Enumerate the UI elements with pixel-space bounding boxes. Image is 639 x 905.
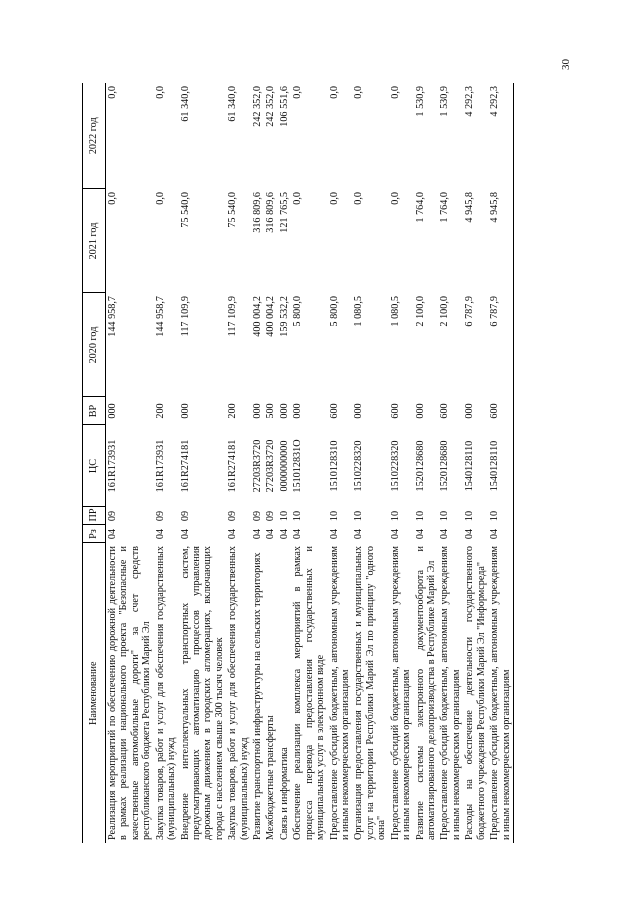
cell-rz: 04	[414, 528, 426, 540]
cell-rz: 04	[292, 528, 304, 540]
cell-y2021: 0,0	[107, 192, 118, 205]
cell-y2020: 400 004,2	[265, 296, 277, 337]
cell-cs: 151012831О	[292, 439, 304, 493]
cell-y2020: 1 080,5	[353, 296, 365, 327]
cell-y2022: 1 530,9	[439, 86, 451, 117]
cell-pr: 10	[464, 510, 476, 522]
cell-cs: 1510128310	[328, 440, 340, 492]
cell-y2020: 6 787,9	[464, 296, 476, 327]
table-row	[106, 83, 154, 843]
cell-name: Предоставление субсидий бюджетным, автономным учреждениям и иным некоммерческим организациям	[488, 543, 513, 843]
cell-name: Организация предоставления государственных и муниципальных услуг на территории Республики Марий Эл по принципу "одного окна"	[353, 546, 388, 840]
table-row	[154, 83, 179, 843]
cell-name: Внедрение интеллектуальных транспортных систем, предусматривающих автоматизацию процессов управления дорожным движением в городских агломерациях, включающих города с населением свыше 300 тысяч человек	[179, 546, 225, 840]
cell-y2022: 4 292,3	[464, 86, 476, 117]
table-body	[106, 83, 514, 843]
cell-y2020: 117 109,9	[179, 296, 191, 337]
cell-name: Обеспечение реализации комплекса мероприятий в рамках процесса перевода предоставления государственных и муниципальных услуг в электронном виде	[292, 546, 327, 840]
cell-cs: 1520128680	[414, 440, 426, 492]
cell-y2021: 121 765,5	[278, 192, 290, 233]
header-2021: 2021 год	[83, 189, 106, 293]
cell-rz: 04	[353, 528, 365, 540]
cell-y2022: 0,0	[107, 86, 118, 99]
cell-rz: 04	[439, 528, 451, 540]
cell-y2021: 0,0	[353, 192, 365, 205]
cell-name: Реализация мероприятий по обеспечению дорожной деятельности в рамках реализации национального проекта "Безопасные и качественные автомобильные дороги" за счет средств республиканского бюджета Республики Марий Эл	[107, 546, 153, 840]
cell-y2021: 316 809,6	[265, 192, 277, 233]
cell-y2022: 0,0	[154, 86, 166, 99]
cell-name: Предоставление субсидий бюджетным, автономным учреждениям и иным некоммерческим организациям	[328, 546, 352, 840]
page-number: 30	[560, 59, 572, 70]
table-row	[438, 83, 463, 843]
cell-vr: 000	[414, 403, 426, 419]
cell-pr: 09	[154, 510, 166, 522]
header-2020: 2020 год	[83, 293, 106, 397]
cell-rz: 04	[328, 528, 340, 540]
cell-name: Закупка товаров, работ и услуг для обеспечения государственных (муниципальных) нужд	[227, 546, 250, 840]
cell-pr: 10	[353, 510, 365, 522]
cell-y2020: 5 800,0	[292, 296, 304, 327]
cell-cs: 1510228320	[353, 440, 365, 492]
cell-y2022: 61 340,0	[179, 86, 191, 122]
cell-y2022: 0,0	[389, 86, 401, 99]
cell-rz: 04	[488, 525, 513, 543]
cell-rz: 04	[278, 528, 290, 540]
cell-vr: 000	[252, 403, 264, 419]
cell-y2020: 400 004,2	[252, 296, 264, 337]
cell-vr: 000	[464, 403, 476, 419]
cell-y2022: 0,0	[353, 86, 365, 99]
cell-pr: 10	[414, 510, 426, 522]
cell-y2021: 4 945,8	[488, 189, 513, 293]
cell-name: Предоставление субсидий бюджетным, автономным учреждениям и иным некоммерческим организациям	[439, 546, 462, 840]
cell-y2020: 5 800,0	[328, 296, 340, 327]
table-row	[352, 83, 388, 843]
cell-y2021: 0,0	[292, 192, 304, 205]
cell-rz: 04	[154, 528, 166, 540]
cell-y2021: 75 540,0	[227, 192, 239, 228]
cell-cs: 161R173931	[107, 439, 118, 493]
cell-vr: 500	[265, 403, 277, 419]
header-rz: Рз	[83, 525, 106, 543]
cell-name: Предоставление субсидий бюджетным, автономным учреждениям и иным некоммерческим организациям	[389, 546, 413, 840]
cell-y2021: 316 809,6	[252, 192, 264, 233]
cell-name: Развитие транспортной инфраструктуры на сельских территориях	[252, 552, 264, 840]
cell-vr: 600	[328, 403, 340, 419]
cell-rz: 04	[227, 528, 239, 540]
cell-vr: 000	[107, 403, 118, 419]
cell-y2022: 0,0	[328, 86, 340, 99]
header-name: Наименование	[83, 543, 106, 843]
cell-y2021: 1 764,0	[414, 192, 426, 223]
budget-table-rotated	[82, 83, 552, 843]
cell-y2020: 1 080,5	[389, 296, 401, 327]
cell-y2021: 0,0	[389, 192, 401, 205]
cell-name: Закупка товаров, работ и услуг для обеспечения государственных (муниципальных) нужд	[154, 546, 178, 840]
cell-y2020: 2 100,0	[414, 296, 426, 327]
cell-pr: 10	[292, 510, 304, 522]
cell-cs: 1510228320	[389, 440, 401, 492]
table-row	[328, 83, 353, 843]
cell-name: Расходы на обеспечение деятельности государственного бюджетного учреждения Республики Марий Эл "Информсреда"	[464, 546, 487, 840]
cell-vr: 200	[154, 403, 166, 419]
cell-vr: 200	[227, 403, 239, 419]
cell-vr: 000	[278, 403, 290, 419]
cell-pr: 10	[439, 510, 451, 522]
cell-y2020: 117 109,9	[227, 296, 239, 337]
table-row	[251, 83, 264, 843]
cell-name: Развитие системы электронного документооборота и автоматизированного делопроизводства в Республике Марий Эл	[414, 546, 437, 840]
table-header-row	[83, 83, 106, 843]
cell-y2022: 4 292,3	[488, 83, 513, 189]
cell-y2021: 1 764,0	[439, 192, 451, 223]
cell-y2021: 4 945,8	[464, 192, 476, 223]
cell-vr: 600	[488, 397, 513, 425]
table-row	[488, 83, 513, 843]
cell-cs: 1520128680	[439, 440, 451, 492]
cell-pr: 10	[278, 510, 290, 522]
cell-y2021: 0,0	[328, 192, 340, 205]
cell-y2021: 75 540,0	[179, 192, 191, 228]
cell-pr: 09	[265, 510, 277, 522]
table-row	[264, 83, 277, 843]
cell-pr: 09	[252, 510, 264, 522]
cell-cs: 161R274181	[179, 439, 191, 493]
cell-pr: 09	[179, 510, 191, 522]
table-row	[463, 83, 488, 843]
cell-y2022: 1 530,9	[414, 86, 426, 117]
cell-rz: 04	[252, 528, 264, 540]
cell-pr: 09	[227, 510, 239, 522]
cell-cs: 161R173931	[154, 439, 166, 493]
cell-y2022: 106 551,6	[278, 86, 290, 127]
cell-vr: 000	[179, 403, 191, 419]
cell-vr: 600	[389, 403, 401, 419]
cell-y2020: 144 958,7	[154, 296, 166, 337]
cell-rz: 04	[107, 528, 118, 540]
cell-rz: 04	[265, 528, 277, 540]
cell-cs: 27203R3720	[252, 439, 264, 493]
cell-rz: 04	[179, 528, 191, 540]
cell-cs: 27203R3720	[265, 439, 277, 493]
cell-rz: 04	[464, 528, 476, 540]
cell-vr: 600	[439, 403, 451, 419]
cell-pr: 10	[328, 510, 340, 522]
cell-vr: 000	[353, 403, 365, 419]
table-row	[179, 83, 227, 843]
cell-y2020: 144 958,7	[107, 296, 118, 337]
cell-cs: 1540128110	[488, 425, 513, 507]
header-cs: ЦС	[83, 425, 106, 507]
cell-y2020: 159 532,2	[278, 296, 290, 337]
header-vr: ВР	[83, 397, 106, 425]
table-row	[226, 83, 251, 843]
cell-pr: 10	[389, 510, 401, 522]
header-pr: ПР	[83, 507, 106, 525]
cell-cs: 1540128110	[464, 440, 476, 492]
cell-cs: 0000000000	[278, 440, 290, 492]
cell-y2022: 242 352,0	[265, 86, 277, 127]
cell-name: Связь и информатика	[278, 747, 290, 840]
cell-y2022: 242 352,0	[252, 86, 264, 127]
cell-y2021: 0,0	[154, 192, 166, 205]
table-row	[414, 83, 439, 843]
cell-y2022: 61 340,0	[227, 86, 239, 122]
cell-vr: 000	[292, 403, 304, 419]
table-row	[291, 83, 327, 843]
cell-y2020: 6 787,9	[488, 293, 513, 397]
cell-cs: 161R274181	[227, 439, 239, 493]
cell-pr: 09	[107, 510, 118, 522]
cell-rz: 04	[389, 528, 401, 540]
cell-pr: 10	[488, 507, 513, 525]
cell-name: Межбюджетные трансферты	[265, 715, 277, 840]
cell-y2020: 2 100,0	[439, 296, 451, 327]
cell-y2022: 0,0	[292, 86, 304, 99]
table-row	[278, 83, 291, 843]
table-row	[389, 83, 414, 843]
header-2022: 2022 год	[83, 83, 106, 189]
budget-table	[82, 83, 514, 843]
